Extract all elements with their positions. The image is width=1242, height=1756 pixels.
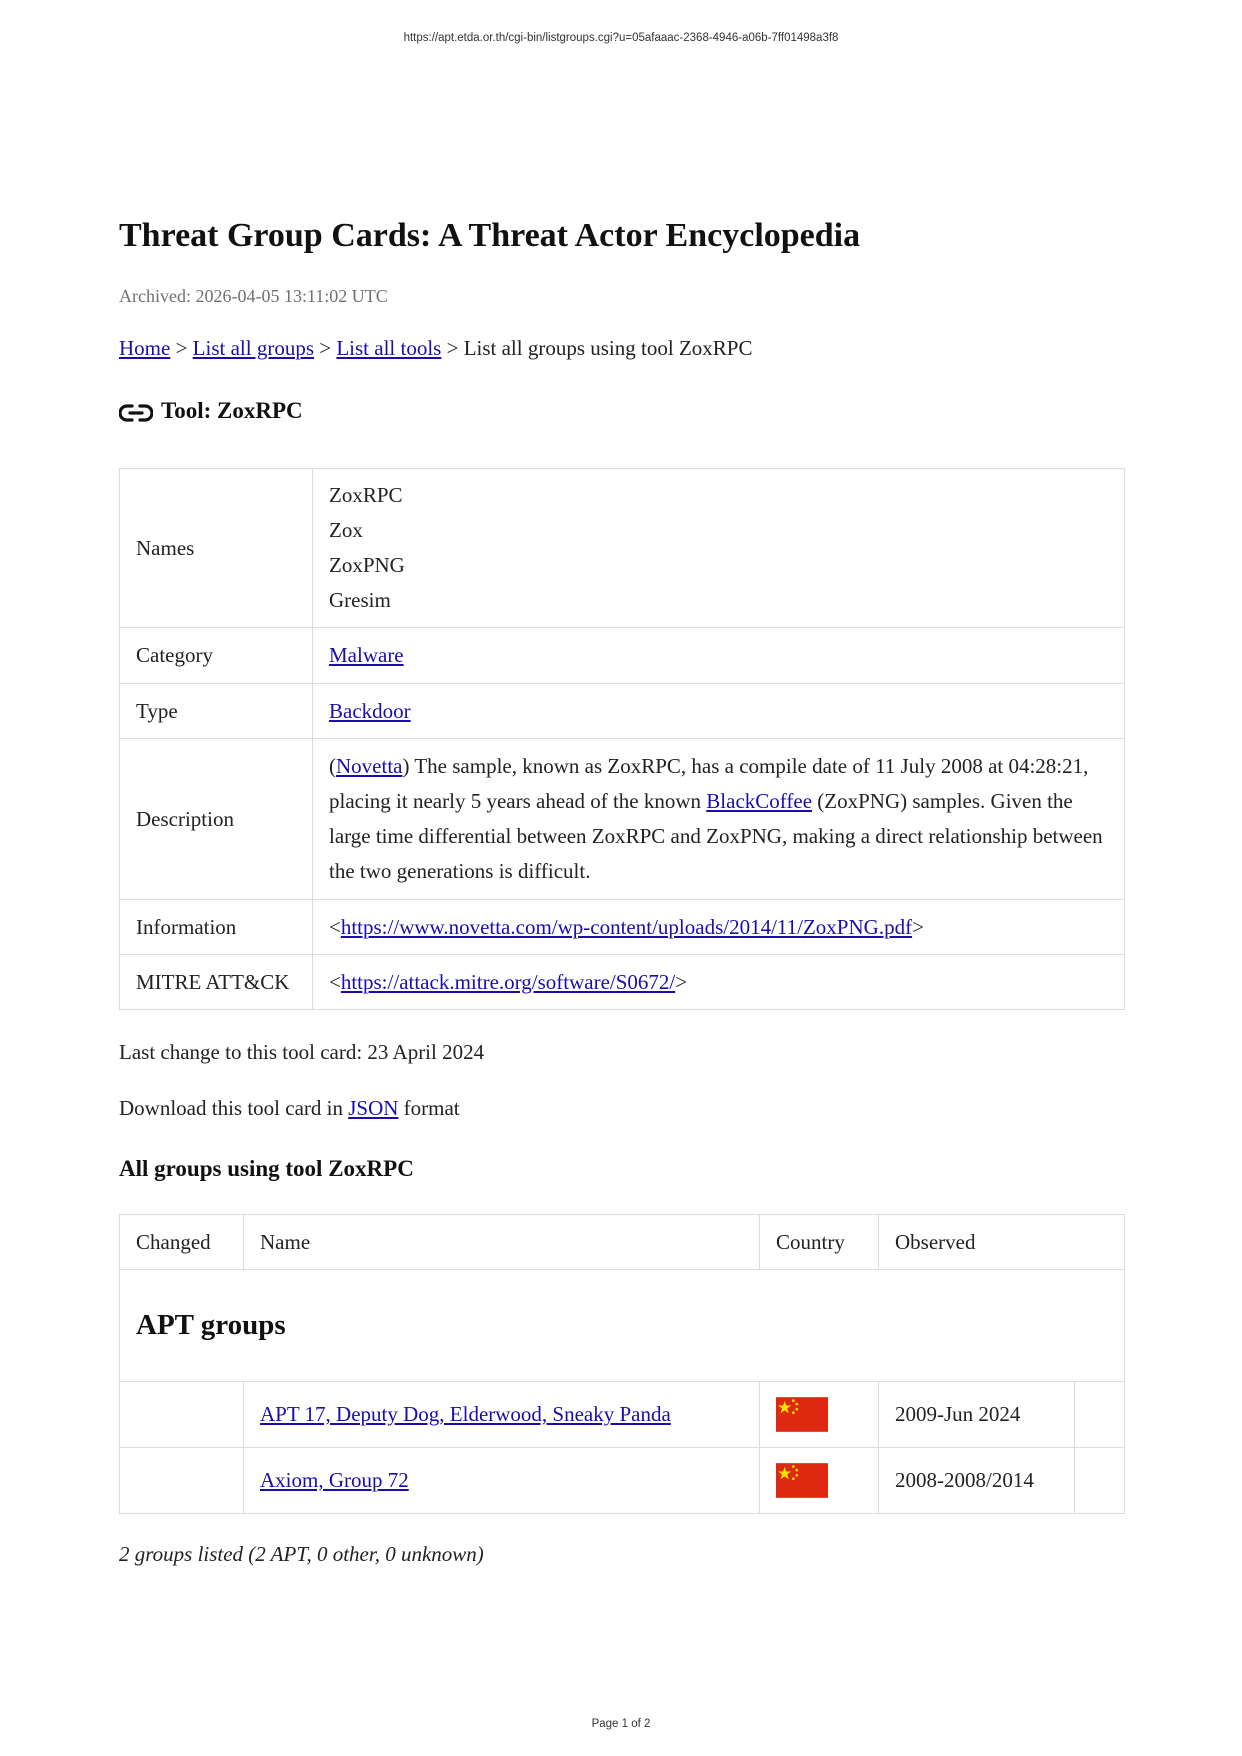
empty-cell — [1075, 1382, 1125, 1448]
page-url-header: https://apt.etda.or.th/cgi-bin/listgroups.cgi?u=05afaaac-2368-4946-a06b-7ff01498a3f8 — [403, 32, 839, 44]
table-row — [120, 955, 1125, 1010]
download-suffix: format — [398, 1096, 460, 1120]
column-header-country: Country — [760, 1215, 879, 1270]
china-flag-icon — [776, 1463, 828, 1498]
breadcrumb-tools-link[interactable]: List all tools — [336, 336, 442, 360]
page-number-footer: Page 1 of 2 — [591, 1718, 651, 1730]
mitre-link[interactable]: https://attack.mitre.org/software/S0672/ — [340, 969, 676, 994]
download-prefix: Download this tool card in — [119, 1096, 349, 1120]
breadcrumb-separator: > — [175, 336, 188, 360]
table-row — [120, 684, 1125, 739]
desc-text: ) The sample, known as ZoxRPC, has a compile date of 11 July 2008 at 04:28:21, placing it nearly 5 years ahead of the known — [329, 754, 1089, 813]
table-row — [120, 900, 1125, 955]
breadcrumb-home-link[interactable]: Home — [119, 336, 171, 360]
information-label: Information — [120, 900, 313, 955]
tool-name: ZoxRPC — [329, 483, 403, 507]
groups-heading: All groups using tool ZoxRPC — [119, 1156, 414, 1181]
changed-cell — [120, 1382, 244, 1448]
json-download-link[interactable]: JSON — [348, 1096, 399, 1120]
tool-heading — [119, 398, 303, 424]
apt-groups-section — [120, 1270, 1125, 1382]
table-row — [120, 1448, 1125, 1514]
bracket-text: < — [329, 969, 341, 994]
category-label: Category — [120, 628, 313, 684]
desc-text: ( — [329, 754, 336, 778]
names-cell — [313, 469, 1125, 628]
tool-title: Tool: ZoxRPC — [161, 398, 303, 423]
observed-cell: 2009-Jun 2024 — [879, 1382, 1075, 1448]
mitre-label: MITRE ATT&CK — [120, 955, 313, 1010]
tool-card-table — [119, 468, 1125, 1010]
groups-table — [119, 1214, 1125, 1514]
tool-name: ZoxPNG — [329, 553, 405, 577]
empty-cell — [1075, 1448, 1125, 1514]
table-row — [120, 628, 1125, 684]
tool-name: Zox — [329, 518, 363, 542]
tool-name: Gresim — [329, 588, 391, 612]
apt-groups-title: APT groups — [136, 1309, 286, 1341]
page-title: Threat Group Cards: A Threat Actor Encyclopedia — [119, 217, 861, 254]
type-cell — [313, 684, 1125, 739]
group-name-cell — [244, 1382, 760, 1448]
column-header-observed: Observed — [879, 1215, 1125, 1270]
breadcrumb-separator: > — [319, 336, 332, 360]
group-link[interactable]: APT 17, Deputy Dog, Elderwood, Sneaky Panda — [260, 1402, 671, 1426]
names-label: Names — [120, 469, 313, 628]
description-cell — [313, 739, 1125, 900]
desc-text: (ZoxPNG) samples. Given the large time differential between ZoxRPC and ZoxPNG, making a direct relationship between the two generations is difficult. — [329, 789, 1103, 883]
groups-summary: 2 groups listed (2 APT, 0 other, 0 unknown) — [119, 1542, 484, 1566]
archived-timestamp: Archived: 2026-04-05 13:11:02 UTC — [119, 286, 388, 306]
description-label: Description — [120, 739, 313, 900]
type-label: Type — [120, 684, 313, 739]
table-row — [120, 469, 1125, 628]
bracket-text: > — [675, 969, 688, 994]
table-header-row — [120, 1215, 1125, 1270]
changed-cell — [120, 1448, 244, 1514]
download-line — [119, 1096, 460, 1121]
category-link[interactable]: Malware — [329, 643, 404, 667]
information-link[interactable]: https://www.novetta.com/wp-content/uploads/2014/11/ZoxPNG.pdf — [340, 914, 913, 939]
mitre-cell — [313, 955, 1125, 1010]
type-link[interactable]: Backdoor — [329, 698, 411, 723]
information-cell — [313, 900, 1125, 955]
category-cell — [313, 628, 1125, 684]
novetta-link[interactable]: Novetta — [336, 754, 403, 778]
breadcrumb-current: List all groups using tool ZoxRPC — [463, 336, 753, 360]
column-header-name: Name — [244, 1215, 760, 1270]
group-name-cell — [244, 1448, 760, 1514]
blackcoffee-link[interactable]: BlackCoffee — [706, 789, 813, 813]
link-icon — [119, 402, 153, 424]
bracket-text: < — [329, 914, 341, 939]
breadcrumb-groups-link[interactable]: List all groups — [192, 336, 314, 360]
breadcrumb — [119, 336, 752, 361]
section-row — [120, 1270, 1125, 1382]
table-row — [120, 1382, 1125, 1448]
table-row — [120, 739, 1125, 900]
bracket-text: > — [912, 914, 924, 939]
column-header-changed: Changed — [120, 1215, 244, 1270]
china-flag-icon — [776, 1397, 828, 1432]
last-change-text: Last change to this tool card: 23 April 2024 — [119, 1040, 485, 1064]
country-cell — [760, 1382, 879, 1448]
group-link[interactable]: Axiom, Group 72 — [260, 1468, 409, 1492]
observed-cell: 2008-2008/2014 — [879, 1448, 1075, 1514]
breadcrumb-separator: > — [446, 336, 459, 360]
country-cell — [760, 1448, 879, 1514]
